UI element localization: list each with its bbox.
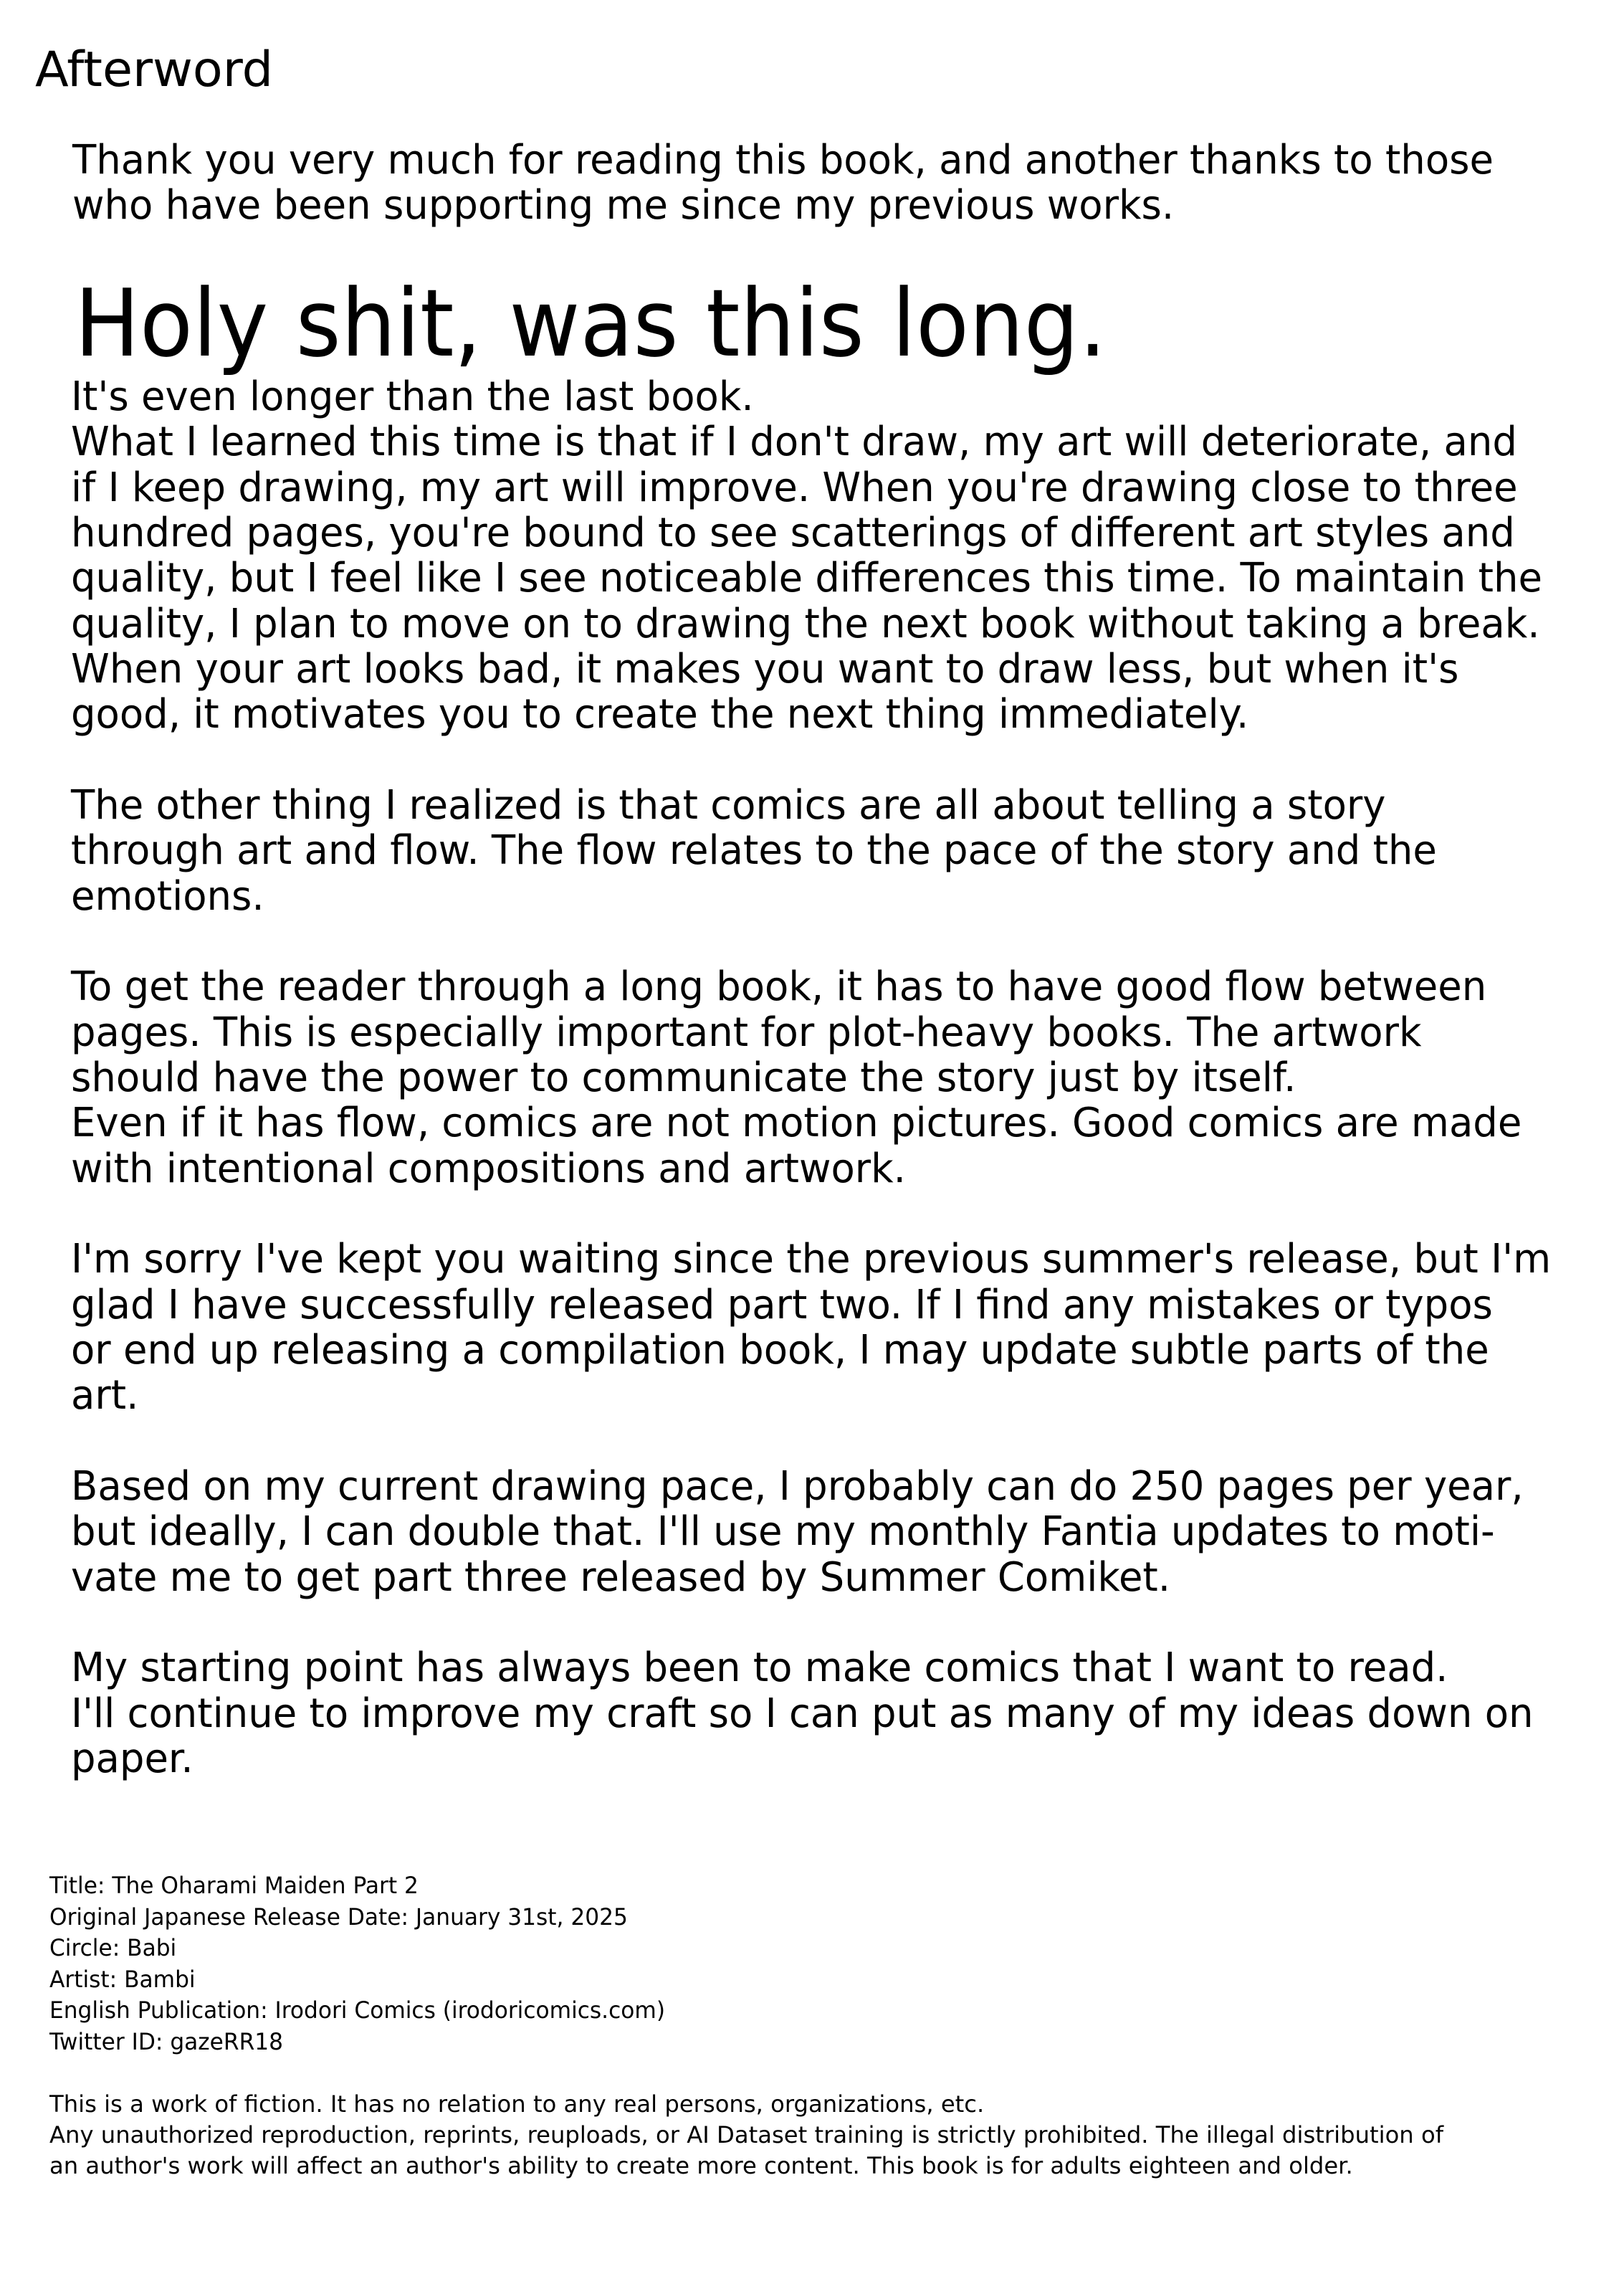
paragraph-line: vate me to get part three released by Summer Comiket. (71, 1553, 1171, 1601)
paragraph-line: Based on my current drawing pace, I probably can do 250 pages per year, (71, 1462, 1524, 1510)
paragraph (71, 1645, 1551, 1781)
intro-line: who have been supporting me since my previous works. (72, 182, 1175, 229)
paragraph-line: but ideally, I can double that. I'll use my monthly Fantia updates to moti- (71, 1508, 1495, 1556)
paragraph-gap (71, 1191, 1551, 1237)
paragraph-line: I'm sorry I've kept you waiting since the previous summer's release, but I'm (71, 1236, 1552, 1283)
paragraph-line: hundred pages, you're bound to see scatterings of different art styles and (71, 509, 1515, 556)
paragraph-line: good, it motivates you to create the next thing immediately. (71, 691, 1249, 738)
paragraph-line: through art and flow. The flow relates to the pace of the story and the (71, 827, 1437, 875)
paragraph-gap (71, 919, 1551, 964)
paragraph-gap (71, 1600, 1551, 1645)
credit-circle: Circle: Babi (49, 1934, 177, 1962)
paragraph-line: should have the power to communicate the story just by itself. (71, 1054, 1296, 1101)
disclaimer-block (49, 2089, 1443, 2181)
paragraph-line: emotions. (71, 872, 264, 920)
credit-title: Title: The Oharami Maiden Part 2 (49, 1872, 419, 1899)
paragraph-gap (71, 1419, 1551, 1464)
credit-publication: English Publication: Irodori Comics (irodoricomics.com) (49, 1996, 666, 2024)
paragraph-line: art. (71, 1372, 139, 1419)
heading-text: Afterword (35, 42, 273, 98)
disclaimer-line: Any unauthorized reproduction, reprints, reuploads, or AI Dataset training is strictly prohibited. The illegal distribution of (49, 2121, 1444, 2148)
paragraph-line: The other thing I realized is that comics are all about telling a story (71, 781, 1386, 829)
credit-twitter: Twitter ID: gazeRR18 (49, 2027, 284, 2055)
credit-artist: Artist: Bambi (49, 1965, 196, 1993)
disclaimer-line: This is a work of fiction. It has no relation to any real persons, organizations, etc. (49, 2090, 985, 2118)
paragraph (71, 1464, 1551, 1600)
paragraph-line: To get the reader through a long book, it has to have good flow between (71, 963, 1487, 1011)
paragraph-line: When your art looks bad, it makes you want to draw less, but when it's (71, 645, 1459, 693)
intro-line: Thank you very much for reading this book, and another thanks to those (72, 137, 1494, 184)
paragraph-line: pages. This is especially important for plot-heavy books. The artwork (71, 1009, 1422, 1056)
paragraph (71, 374, 1551, 738)
paragraph (71, 783, 1551, 919)
page-heading (35, 42, 273, 98)
paragraph-line: Even if it has flow, comics are not motion pictures. Good comics are made (71, 1100, 1522, 1147)
paragraph-line: if I keep drawing, my art will improve. When you're drawing close to three (71, 464, 1518, 511)
disclaimer-line: an author's work will affect an author's ability to create more content. This book is for adults eighteen and older. (49, 2152, 1353, 2179)
paragraph-line: with intentional compositions and artwork. (71, 1145, 906, 1192)
credits-block (49, 1870, 665, 2058)
paragraph-line: It's even longer than the last book. (71, 373, 754, 420)
paragraph-line: or end up releasing a compilation book, I may update subtle parts of the (71, 1326, 1489, 1374)
headline-text: Holy shit, was this long. (75, 269, 1107, 378)
afterword-body (71, 374, 1551, 1781)
paragraph-line: What I learned this time is that if I don't draw, my art will deteriorate, and (71, 419, 1517, 466)
credit-release-date: Original Japanese Release Date: January 31st, 2025 (49, 1903, 628, 1931)
paragraph-line: My starting point has always been to make comics that I want to read. (71, 1645, 1448, 1692)
paragraph (71, 1237, 1551, 1418)
paragraph-line: quality, I plan to move on to drawing the next book without taking a break. (71, 600, 1540, 647)
paragraph-line: quality, but I feel like I see noticeable differences this time. To maintain the (71, 555, 1543, 602)
paragraph-line: I'll continue to improve my craft so I can put as many of my ideas down on (71, 1690, 1534, 1737)
paragraph-line: paper. (71, 1735, 194, 1782)
paragraph-gap (71, 738, 1551, 783)
headline (75, 269, 1107, 378)
intro-paragraph (72, 138, 1494, 229)
paragraph-line: glad I have successfully released part two. If I find any mistakes or typos (71, 1281, 1493, 1328)
paragraph (71, 964, 1551, 1191)
